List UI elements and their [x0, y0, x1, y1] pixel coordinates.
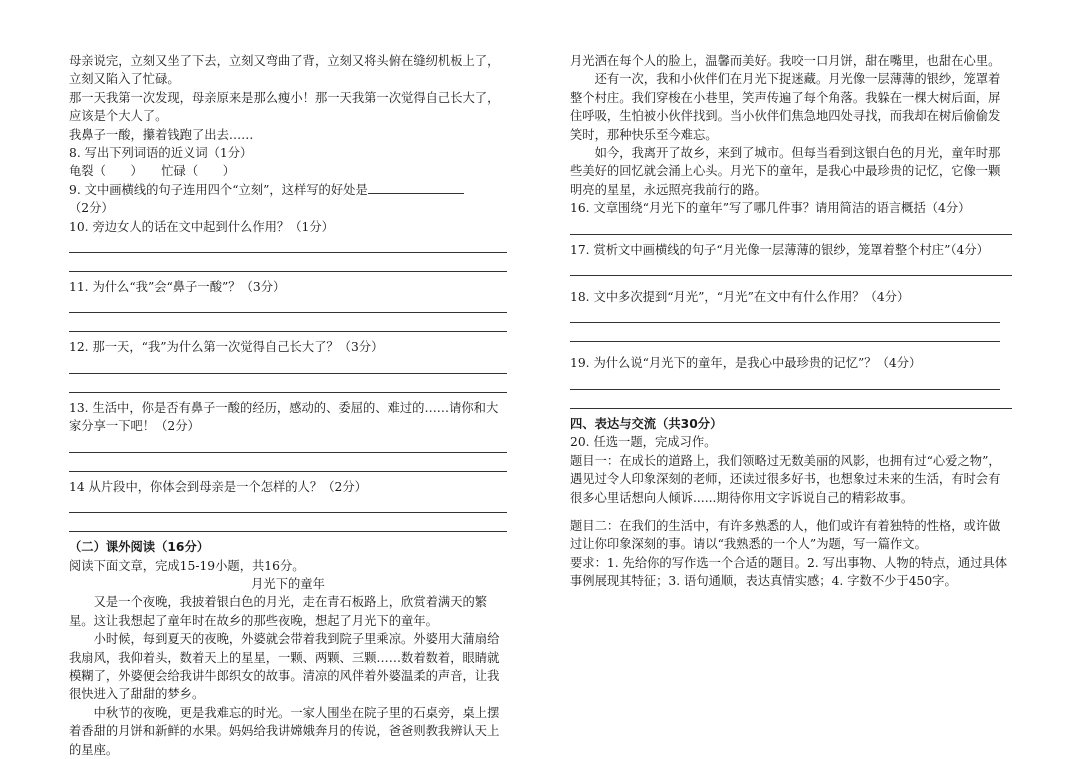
question-12: 12. 那一天，“我”为什么第一次觉得自己长大了？（3分）	[69, 340, 384, 355]
question-8: 8. 写出下列词语的近义词（1分）	[69, 146, 253, 161]
answer-line[interactable]	[570, 329, 1000, 342]
answer-line[interactable]	[570, 377, 1000, 390]
answer-line[interactable]	[69, 519, 507, 532]
answer-line[interactable]	[69, 240, 507, 253]
question-9-points: （2分）	[69, 201, 114, 216]
question-17: 17. 赏析文中画横线的句子“月光像一层薄薄的银纱，笼罩着整个村庄”（4分）	[570, 242, 989, 257]
answer-line[interactable]	[69, 459, 507, 472]
question-9-text: 9. 文中画横线的句子连用四个“立刻”，这样写的好处是	[69, 182, 368, 197]
question-9	[69, 181, 507, 218]
question-14: 14 从片段中，你体会到母亲是一个怎样的人？（2分）	[69, 479, 367, 494]
section-heading: 四、表达与交流（共30分）	[570, 416, 723, 431]
left-column	[69, 52, 507, 759]
story-paragraph: 小时候，每到夏天的夜晚，外婆就会带着我到院子里乘凉。外婆用大蒲扇给我扇风，我仰着头，数着天上的星星，一颗、两颗、三颗……数着数着，眼睛就模糊了，外婆便会给我讲牛郎织女的故事。清凉的风伴着外婆温柔的声音，让我很快进入了甜甜的梦乡。	[69, 632, 500, 702]
question-16: 16. 文章围绕“月光下的童年”写了哪几件事？请用简洁的语言概括（4分）	[570, 201, 971, 216]
question-18: 18. 文中多次提到“月光”，“月光”在文中有什么作用？（4分）	[570, 290, 910, 305]
story-paragraph: 中秋节的夜晚，更是我难忘的时光。一家人围坐在院子里的石桌旁，桌上摆着香甜的月饼和新鲜的水果。妈妈给我讲嫦娥奔月的传说，爸爸则教我辨认天上的星座。	[69, 705, 500, 757]
answer-line[interactable]	[69, 361, 507, 374]
answer-line[interactable]	[69, 300, 507, 313]
answer-line[interactable]	[69, 500, 507, 513]
question-20: 20. 任选一题，完成习作。	[570, 435, 717, 450]
answer-line[interactable]	[570, 222, 1012, 235]
question-10: 10. 旁边女人的话在文中起到什么作用？（1分）	[69, 219, 334, 234]
section-intro: 阅读下面文章，完成15-19小题，共16分。	[69, 558, 305, 573]
writing-requirements: 要求：1. 先给你的写作选一个合适的题目。2. 写出事物、人物的特点，通过具体事例展现其特征；3. 语句通顺，表达真情实感；4. 字数不少于450字。	[570, 555, 1008, 589]
question-11: 11. 为什么“我”会“鼻子一酸”？（3分）	[69, 280, 286, 295]
answer-line[interactable]	[69, 319, 507, 332]
writing-topic-1: 题目一：在成长的道路上，我们领略过无数美丽的风影，也拥有过“心爱之物”，遇见过令人印象深刻的老师，还读过很多好书，也想象过未来的生活，有时会有很多心里话想向人倾诉......期待你用文字诉说自己的精彩故事。	[570, 453, 1001, 505]
answer-line[interactable]	[570, 310, 1000, 323]
story-paragraph: 还有一次，我和小伙伴们在月光下捉迷藏。月光像一层薄薄的银纱，笼罩着整个村庄。我们穿梭在小巷里，笑声传遍了每个角落。我躲在一棵大树后面，屏住呼吸，生怕被小伙伴找到。当小伙伴们焦急地四处寻找，而我却在树后偷偷发笑时，那种快乐至今难忘。	[570, 72, 1001, 142]
writing-topic-2: 题目二：在我们的生活中，有许多熟悉的人，他们或许有着独特的性格，或许做过让你印象深刻的事。请以“我熟悉的一个人”为题，写一篇作文。	[570, 518, 1001, 552]
passage-paragraph: 那一天我第一次发现，母亲原来是那么瘦小！那一天我第一次觉得自己长大了，应该是个大人了。	[69, 90, 500, 124]
question-13: 13. 生活中，你是否有鼻子一酸的经历，感动的、委屈的、难过的……请你和大家分享一下吧！（2分）	[69, 400, 499, 434]
question-19: 19. 为什么说“月光下的童年，是我心中最珍贵的记忆”？（4分）	[570, 356, 922, 371]
answer-line[interactable]	[570, 263, 1012, 276]
story-title: 月光下的童年	[251, 576, 325, 591]
answer-line[interactable]	[69, 259, 507, 272]
story-paragraph: 又是一个夜晚，我披着银白色的月光，走在青石板路上，欣赏着满天的繁星。这让我想起了童年时在故乡的那些夜晚，想起了月光下的童年。	[69, 595, 488, 628]
passage-paragraph: 我鼻子一酸，攥着钱跑了出去……	[69, 127, 254, 142]
answer-line[interactable]	[570, 396, 1012, 409]
question-8-words: 龟裂（ ） 忙碌（ ）	[69, 164, 236, 179]
answer-blank[interactable]	[368, 181, 464, 194]
story-paragraph: 月光洒在每个人的脸上，温馨而美好。我咬一口月饼，甜在嘴里，也甜在心里。	[570, 54, 1001, 68]
passage-paragraph: 母亲说完，立刻又坐了下去，立刻又弯曲了背，立刻又将头俯在缝纫机板上了，立刻又陷入了忙碌。	[69, 54, 500, 87]
answer-line[interactable]	[69, 440, 507, 453]
story-paragraph: 如今，我离开了故乡，来到了城市。但每当看到这银白色的月光，童年时那些美好的回忆就会涌上心头。月光下的童年，是我心中最珍贵的记忆，它像一颗明亮的星星，永远照亮我前行的路。	[570, 146, 1001, 197]
right-column	[570, 52, 1012, 591]
section-heading: （二）课外阅读（16分）	[69, 540, 210, 555]
answer-line[interactable]	[69, 380, 507, 393]
